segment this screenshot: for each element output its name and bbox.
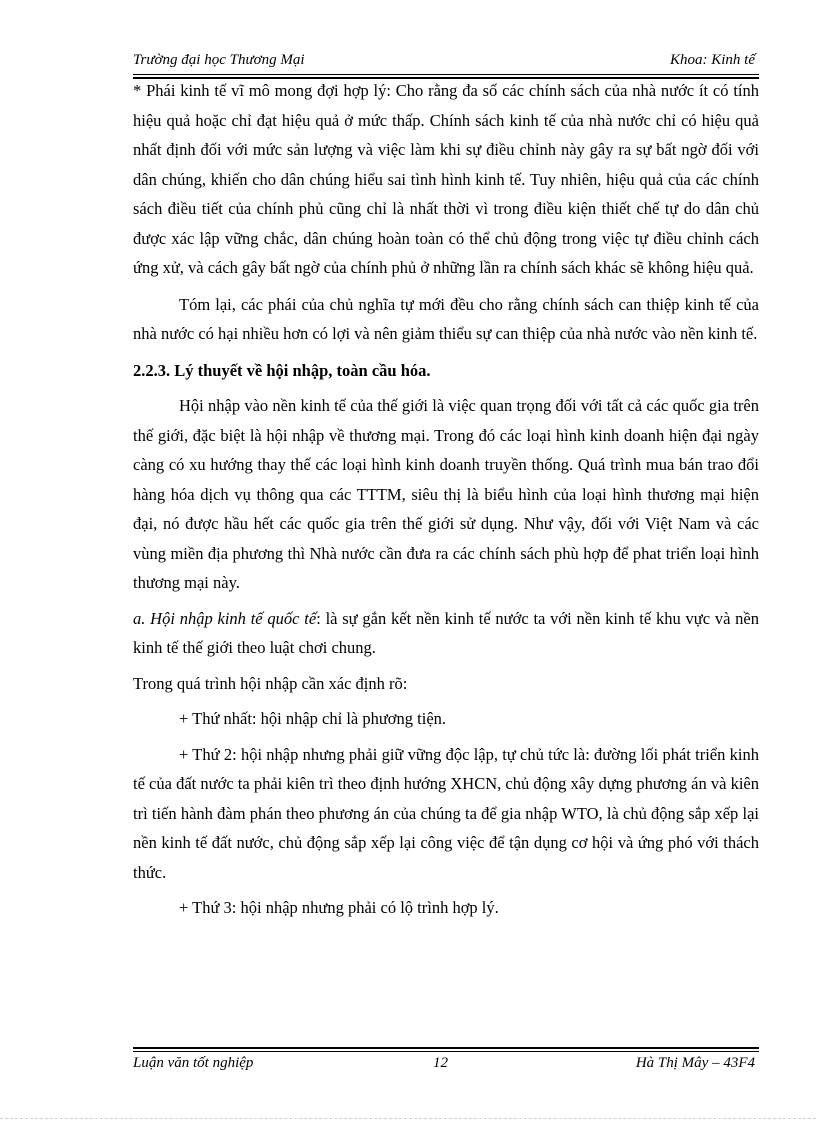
footer-rule	[133, 1047, 759, 1052]
header-school: Trường đại học Thương Mại	[133, 52, 305, 68]
paragraph-summary: Tóm lại, các phái của chủ nghĩa tự mới đều cho rằng chính sách can thiệp kinh tế của nhà nước có hại nhiều hơn có lợi và nên giảm thiểu sự can thiệp của nhà nước vào nền kinh tế.	[133, 294, 759, 343]
list-item-second: + Thứ 2: hội nhập nhưng phải giữ vững độc lập, tự chủ tức là: đường lối phát triển kinh tế của đất nước ta phải kiên trì theo định hướng XHCN, chủ động xây dựng phương án và kiên trì tiến hành đàm phán theo phương án của chúng ta để gia nhập WTO, là chủ động sắp xếp lại nền kinh tế đất nước, chủ động sắp xếp lại công việc để tận dụng cơ hội và ứng phó với thách thức.	[133, 744, 759, 882]
list-item-third: + Thứ 3: hội nhập nhưng phải có lộ trình hợp lý.	[179, 898, 499, 917]
header-faculty: Khoa: Kinh tế	[670, 52, 755, 68]
page-edge-divider	[0, 1118, 816, 1119]
paragraph-integration: Hội nhập vào nền kinh tế của thế giới là việc quan trọng đối với tất cả các quốc gia trên thế giới, đặc biệt là hội nhập về thương mại. Trong đó các loại hình kinh doanh hiện đại ngày càng có xu hướng thay thế các loại hình kinh doanh truyền thống. Quá trình mua bán trao đổi hàng hóa dịch vụ thông qua các TTTM, siêu thị là biểu hình của loại hình thương mại hiện đại, nó được hầu hết các quốc gia trên thế giới sử dụng. Như vậy, đối với Việt Nam và các vùng miền địa phương thì Nhà nước cần đưa ra các chính sách phù hợp để phat triển loại hình thương mại này.	[133, 396, 759, 592]
footer-author: Hà Thị Mây – 43F4	[635, 1055, 755, 1071]
list-item-first: + Thứ nhất: hội nhập chỉ là phương tiện.	[179, 709, 447, 728]
section-heading: 2.2.3. Lý thuyết về hội nhập, toàn cầu hóa.	[133, 360, 431, 380]
page-footer	[133, 1055, 759, 1077]
footer-thesis-label: Luận văn tốt nghiệp	[133, 1055, 254, 1071]
definition-term: a. Hội nhập kinh tế quốc tế	[133, 608, 317, 628]
definition-text: : là sự gắn kết nền kinh tế nước ta với nền kinh tế khu vực và nền kinh tế thế giới theo luật chơi chung.	[133, 608, 760, 657]
paragraph-intro-list: Trong quá trình hội nhập cần xác định rõ:	[133, 673, 408, 693]
paragraph-rational-expectations: * Phái kinh tế vĩ mô mong đợi hợp lý: Cho rằng đa số các chính sách của nhà nước ít có tính hiệu quả hoặc chỉ đạt hiệu quả ở mức thấp. Chính sách kinh tế của nhà nước chỉ có hiệu quả nhất định đối với mức sản lượng và việc làm khi sự điều chỉnh này gây ra sự bất ngờ đối với dân chúng, khiến cho dân chúng hiểu sai tình hình kinh tế. Tuy nhiên, hiệu quả của các chính sách điều tiết của chính phủ cũng chỉ là nhất thời vì trong điều kiện thiết chế tự do dân chủ được xác lập vững chắc, dân chúng hoàn toàn có thể chủ động trong việc tự điều chỉnh cách ứng xử, và cách gây bất ngờ của chính phủ ở những lần ra chính sách khác sẽ không hiệu quả.	[133, 81, 759, 277]
page-header	[133, 52, 759, 74]
paragraph-definition	[133, 604, 759, 663]
page-number: 12	[433, 1055, 448, 1071]
document-body	[133, 76, 759, 923]
